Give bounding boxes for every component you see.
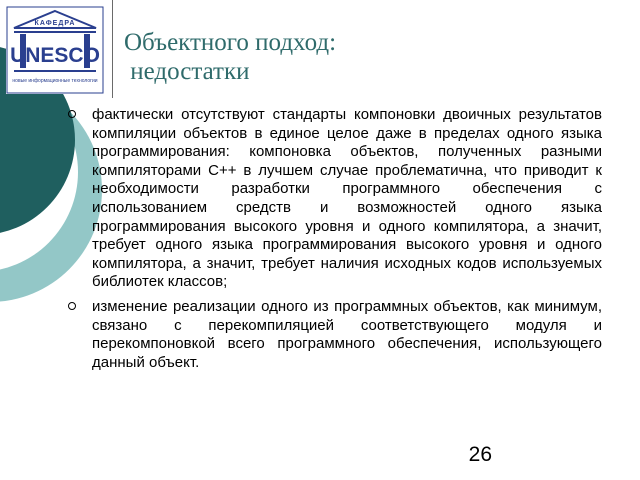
list-item — [68, 106, 602, 292]
list-item — [68, 298, 602, 372]
bullet-text: изменение реализации одного из программных объектов, как минимум, связано с перекомпиляцией соответствующего модуля и перекомпоновкой всего программного обеспечения, использующего данный объект. — [92, 297, 602, 371]
slide-title — [124, 28, 624, 86]
title-line-2: недостатки — [124, 58, 250, 85]
bullet-circle-icon — [68, 302, 76, 310]
logo-main-text: UNESCO — [10, 44, 100, 67]
page-number: 26 — [468, 443, 492, 466]
unesco-logo-graphic — [6, 6, 104, 94]
logo-top-text: КАФЕДРА — [34, 20, 76, 27]
title-divider — [112, 0, 113, 98]
bullet-list — [68, 106, 602, 378]
bullet-text: фактически отсутствуют стандарты компоновки двоичных результатов компиляции объектов в единое целое даже в пределах одного языка программирования: компоновка объектов, полученных разными компиляторами С++ в лучшем случае проблематична, что приводит к необходимости разработки программного обеспечения с использованием средств и возможностей одного языка программирования высокого уровня и одного компилятора, а значит, требует одного языка программирования высокого уровня и одного компилятора, а значит, требует наличия исходных кодов используемых библиотек классов; — [92, 106, 602, 291]
unesco-logo — [6, 6, 104, 94]
title-line-1: Объектного подход: — [124, 29, 337, 56]
bullet-circle-icon — [68, 110, 76, 118]
logo-bottom-text: новые информационные технологии — [12, 78, 98, 84]
